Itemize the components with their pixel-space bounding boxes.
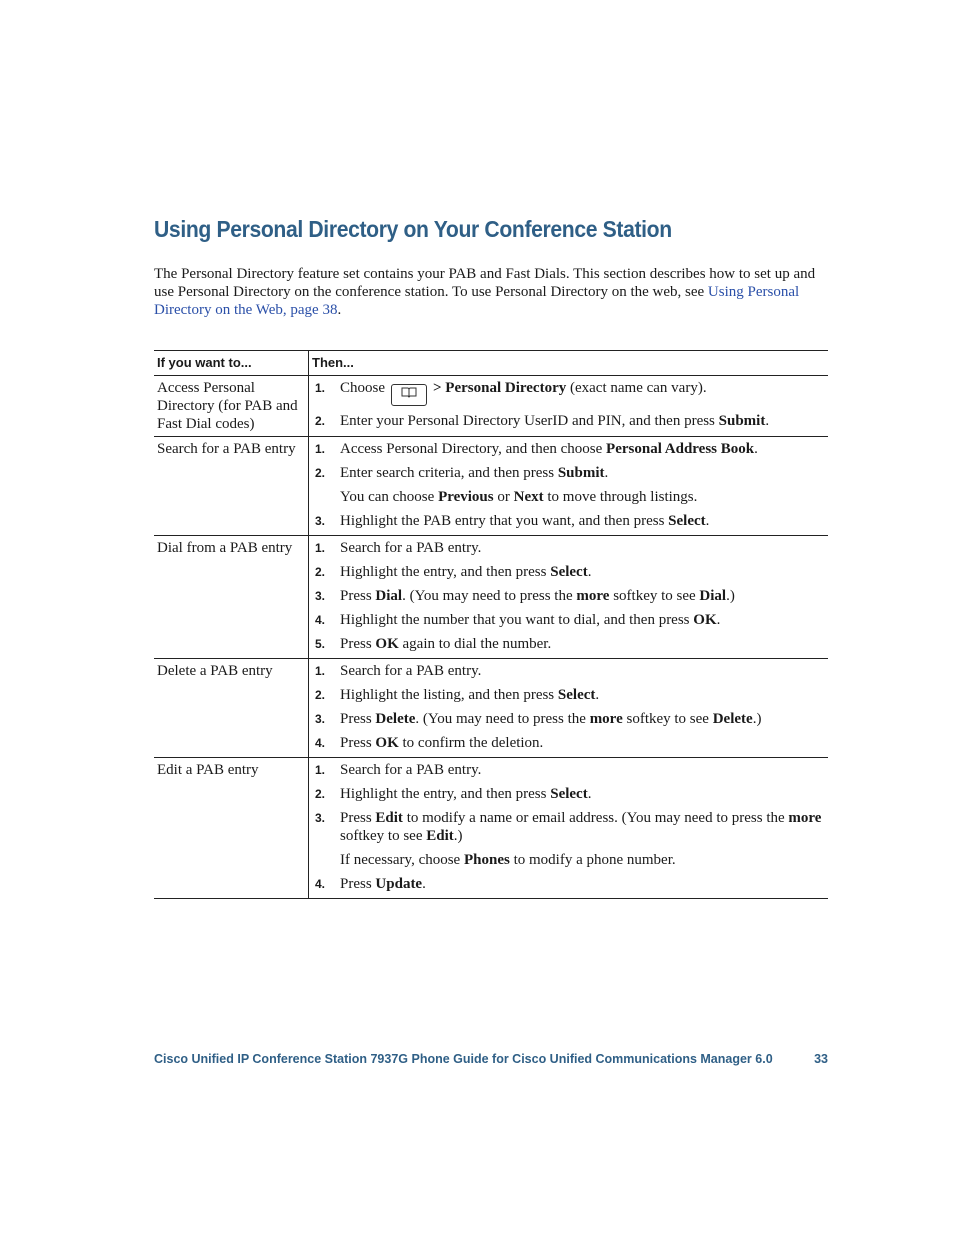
step-fragment: Press [340,636,376,652]
step-keyword: Delete [375,711,416,727]
step-keyword: Next [513,489,544,505]
step-item [312,412,825,430]
step-fragment: Search for a PAB entry. [340,540,482,556]
table-row [154,758,828,899]
step-fragment: Press [340,810,376,826]
step-keyword: Dial [375,588,403,604]
intro-text: The Personal Directory feature set contains your PAB and Fast Dials. This section describes how to set up and use Personal Directory on the conference station. To use Personal Directory on the web, see [154,266,816,300]
task-cell: Edit a PAB entry [154,758,309,899]
step-fragment: to move through listings. [543,489,698,505]
task-cell: Dial from a PAB entry [154,536,309,659]
step-fragment: You can choose [340,489,439,505]
step-item [312,539,825,557]
step-fragment: softkey to see [609,588,700,604]
step-fragment: Search for a PAB entry. [340,762,482,778]
header-steps: Then... [309,351,829,376]
step-fragment: softkey to see [340,828,427,844]
step-number: 4. [315,613,326,627]
step-keyword: more [589,711,623,727]
step-item [312,662,825,680]
page-footer [154,1052,828,1066]
step-text [340,686,825,704]
step-fragment: Access Personal Directory, and then choose [340,441,607,457]
step-keyword: Update [375,876,423,892]
step-fragment: . [716,612,721,628]
step-fragment: Press [340,588,376,604]
intro-end: . [337,302,342,318]
step-item [312,809,825,845]
step-keyword: Personal Address Book [606,441,755,457]
step-text [340,539,825,557]
step-text [340,809,825,845]
table-header-row [154,351,828,376]
step-item [312,464,825,482]
step-number: 2. [315,565,326,579]
step-keyword: Select [550,564,588,580]
step-item [312,710,825,728]
step-number: 3. [315,811,326,825]
step-fragment: Highlight the entry, and then press [340,564,551,580]
step-keyword: Edit [375,810,403,826]
page-38-link[interactable]: Using Personal Directory on the Web, page 38 [154,284,800,318]
step-fragment: Choose [340,380,385,396]
step-keyword: Dial [699,588,727,604]
step-text [340,611,825,629]
step-number: 1. [315,381,326,395]
step-fragment: Press [340,876,376,892]
task-cell: Access Personal Directory (for PAB and Fast Dial codes) [154,376,309,437]
step-fragment: . [595,687,600,703]
step-item [312,379,825,406]
steps-cell [309,437,829,536]
step-keyword: Submit [557,465,605,481]
step-text [340,710,825,728]
step-number: 3. [315,514,326,528]
step-number: 2. [315,688,326,702]
step-fragment: to modify a phone number. [509,852,676,868]
step-fragment: again to dial the number. [398,636,552,652]
step-fragment: softkey to see [622,711,713,727]
step-number: 1. [315,541,326,555]
step-fragment: Enter your Personal Directory UserID and PIN, and then press [340,413,719,429]
task-cell: Search for a PAB entry [154,437,309,536]
step-item [312,635,825,653]
step-keyword: more [576,588,610,604]
step-note [340,851,825,869]
step-text [340,734,825,752]
step-item [312,440,825,458]
step-fragment: Enter search criteria, and then press [340,465,558,481]
step-item [312,875,825,893]
step-keyword: Submit [718,413,766,429]
step-fragment: Highlight the listing, and then press [340,687,558,703]
step-keyword: more [788,810,822,826]
step-keyword: Select [550,786,588,802]
step-keyword: Select [668,513,706,529]
step-number: 1. [315,664,326,678]
header-task: If you want to... [154,351,309,376]
table-body [154,376,828,899]
step-item [312,686,825,704]
step-fragment: . (You may need to press the [402,588,577,604]
step-number: 3. [315,712,326,726]
step-item [312,611,825,629]
step-keyword: OK [375,735,399,751]
step-fragment: . [705,513,710,529]
step-text [340,662,825,680]
procedure-table [154,350,828,899]
step-item [312,734,825,752]
step-keyword: Select [557,687,596,703]
step-fragment: (exact name can vary). [566,380,707,396]
step-number: 2. [315,414,326,428]
step-fragment: . [765,413,770,429]
step-fragment: .) [726,588,735,604]
step-item [312,512,825,530]
steps-cell [309,536,829,659]
step-item [312,761,825,779]
page-title: Using Personal Directory on Your Conference Station [154,216,672,242]
step-keyword: OK [693,612,717,628]
step-fragment: Highlight the PAB entry that you want, and then press [340,513,669,529]
step-item [312,563,825,581]
step-item [312,785,825,803]
step-note [340,488,825,506]
step-fragment: Search for a PAB entry. [340,663,482,679]
table-row [154,536,828,659]
task-cell: Delete a PAB entry [154,659,309,758]
step-fragment: . (You may need to press the [415,711,590,727]
table-row [154,376,828,437]
step-text [340,464,825,482]
step-number: 1. [315,442,326,456]
step-keyword: Edit [426,828,454,844]
directory-icon [391,384,427,406]
step-fragment: to modify a name or email address. (You may need to press the [402,810,789,826]
table-row [154,659,828,758]
step-text [340,635,825,653]
step-number: 1. [315,763,326,777]
intro-paragraph [154,265,834,319]
step-fragment: . [422,876,426,892]
step-text [340,875,825,893]
step-number: 3. [315,589,326,603]
step-fragment: . [587,564,592,580]
step-fragment: . [604,465,609,481]
step-number: 4. [315,736,326,750]
step-fragment: If necessary, choose [340,852,464,868]
step-fragment: .) [453,828,463,844]
page-number: 33 [814,1052,828,1066]
step-text [340,412,825,430]
table-row [154,437,828,536]
footer-title: Cisco Unified IP Conference Station 7937G Phone Guide for Cisco Unified Communications Manager 6.0 [154,1052,773,1066]
step-item [312,587,825,605]
step-fragment: . [754,441,758,457]
step-keyword: > Personal Directory [433,380,567,396]
step-fragment: Press [340,735,376,751]
step-text [340,785,825,803]
step-fragment: .) [752,711,762,727]
step-fragment: to confirm the deletion. [398,735,544,751]
step-text [340,440,825,458]
steps-cell [309,376,829,437]
step-keyword: Phones [463,852,510,868]
step-keyword: Delete [712,711,753,727]
step-text [340,379,825,406]
step-number: 4. [315,877,326,891]
step-fragment: or [493,489,514,505]
step-number: 2. [315,466,326,480]
step-keyword: OK [375,636,399,652]
step-number: 5. [315,637,326,651]
step-text [340,761,825,779]
step-fragment: Highlight the entry, and then press [340,786,551,802]
step-text [340,512,825,530]
step-keyword: Previous [438,489,494,505]
step-fragment: Press [340,711,376,727]
step-fragment: Highlight the number that you want to dial, and then press [340,612,694,628]
step-text [340,587,825,605]
step-fragment: . [587,786,592,802]
steps-cell [309,758,829,899]
step-number: 2. [315,787,326,801]
steps-cell [309,659,829,758]
step-text [340,563,825,581]
